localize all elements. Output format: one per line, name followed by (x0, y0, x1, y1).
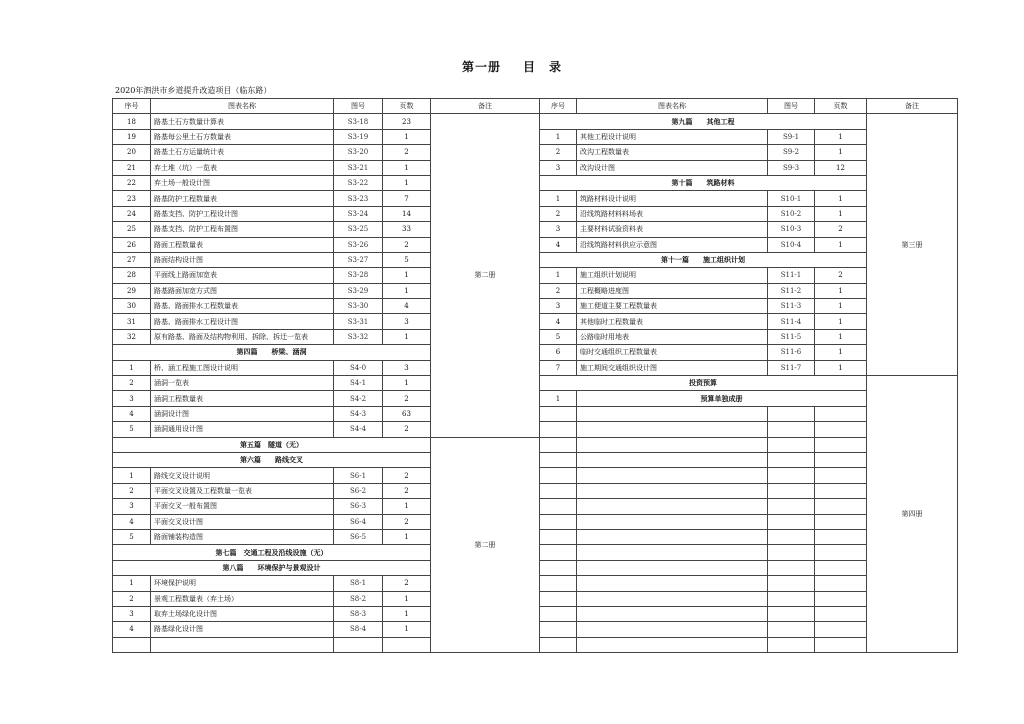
left-row-code: S3-19 (334, 129, 383, 144)
contents-table (112, 98, 958, 653)
right-row-name: 改沟设计图 (577, 160, 768, 175)
header-code-left: 图号 (334, 99, 383, 114)
left-row-seq: 1 (113, 468, 151, 483)
right-volume-note: 第四册 (867, 376, 958, 653)
header-name-left: 图表名称 (151, 99, 334, 114)
right-row-code: S10-3 (768, 222, 815, 237)
left-row-seq: 4 (113, 622, 151, 637)
left-row-seq: 30 (113, 299, 151, 314)
left-row-pages: 1 (383, 283, 431, 298)
left-row-code: S6-1 (334, 468, 383, 483)
left-empty-cell (113, 637, 151, 652)
right-row-code: S11-4 (768, 314, 815, 329)
right-empty-cell (815, 437, 867, 452)
left-row-code: S3-31 (334, 314, 383, 329)
left-row-pages: 1 (383, 499, 431, 514)
left-row-code: S3-24 (334, 206, 383, 221)
right-row-pages: 1 (815, 283, 867, 298)
right-section-title: 第九篇 其他工程 (540, 114, 867, 129)
right-empty-cell (540, 422, 577, 437)
right-row-pages: 1 (815, 314, 867, 329)
right-empty-cell (577, 437, 768, 452)
left-row-code: S3-28 (334, 268, 383, 283)
right-empty-cell (815, 452, 867, 467)
right-empty-cell (540, 576, 577, 591)
right-empty-cell (768, 437, 815, 452)
right-empty-cell (540, 606, 577, 621)
right-row-code: S11-1 (768, 268, 815, 283)
left-row-code: S8-4 (334, 622, 383, 637)
left-row-seq: 4 (113, 406, 151, 421)
right-empty-cell (540, 483, 577, 498)
right-empty-cell (815, 483, 867, 498)
right-row-seq: 2 (540, 283, 577, 298)
right-empty-cell (815, 545, 867, 560)
left-row-pages: 3 (383, 314, 431, 329)
left-row-pages: 1 (383, 591, 431, 606)
right-row-code: S11-7 (768, 360, 815, 375)
right-row-pages: 1 (815, 145, 867, 160)
right-empty-cell (577, 422, 768, 437)
right-empty-cell (577, 514, 768, 529)
left-volume-note: 第二册 (431, 114, 540, 437)
left-volume-note: 第二册 (431, 437, 540, 652)
left-row-pages: 14 (383, 206, 431, 221)
right-row-name: 预算单独成册 (577, 391, 867, 406)
left-row-name: 路基支挡、防护工程设计图 (151, 206, 334, 221)
left-row-code: S6-3 (334, 499, 383, 514)
left-row-pages: 2 (383, 576, 431, 591)
left-row-name: 路基路面加宽方式图 (151, 283, 334, 298)
header-name-right: 图表名称 (577, 99, 768, 114)
left-section-title: 第八篇 环境保护与景观设计 (113, 560, 431, 575)
right-empty-cell (540, 437, 577, 452)
right-section-title: 投资预算 (540, 376, 867, 391)
right-empty-cell (577, 591, 768, 606)
right-empty-cell (577, 637, 768, 652)
left-row-pages: 3 (383, 360, 431, 375)
left-row-name: 取弃土场绿化设计图 (151, 606, 334, 621)
left-row-code: S3-32 (334, 329, 383, 344)
right-empty-cell (815, 591, 867, 606)
left-row-pages: 2 (383, 514, 431, 529)
left-row-seq: 1 (113, 576, 151, 591)
right-row-pages: 2 (815, 268, 867, 283)
left-row-pages: 1 (383, 529, 431, 544)
right-row-code: S11-6 (768, 345, 815, 360)
left-section-title: 第七篇 交通工程及沿线设施（无） (113, 545, 431, 560)
right-row-seq: 1 (540, 268, 577, 283)
left-row-code: S6-4 (334, 514, 383, 529)
left-section-title: 第五篇 隧道（无） (113, 437, 431, 452)
left-row-pages: 1 (383, 129, 431, 144)
right-empty-cell (577, 452, 768, 467)
right-empty-cell (540, 545, 577, 560)
right-empty-cell (815, 576, 867, 591)
header-seq-left: 序号 (113, 99, 151, 114)
right-row-name: 主要材料试验资料表 (577, 222, 768, 237)
right-row-code: S9-1 (768, 129, 815, 144)
left-row-name: 涵洞工程数量表 (151, 391, 334, 406)
left-row-seq: 23 (113, 191, 151, 206)
left-row-code: S4-3 (334, 406, 383, 421)
right-empty-cell (768, 468, 815, 483)
left-section-title: 第六篇 路线交叉 (113, 452, 431, 467)
header-note-left: 备注 (431, 99, 540, 114)
right-row-code: S11-5 (768, 329, 815, 344)
right-empty-cell (768, 499, 815, 514)
right-row-pages: 2 (815, 222, 867, 237)
right-empty-cell (577, 545, 768, 560)
left-row-pages: 2 (383, 468, 431, 483)
right-row-seq: 5 (540, 329, 577, 344)
right-empty-cell (768, 637, 815, 652)
right-empty-cell (768, 545, 815, 560)
right-empty-cell (540, 514, 577, 529)
left-row-seq: 21 (113, 160, 151, 175)
right-row-seq: 6 (540, 345, 577, 360)
right-empty-cell (815, 529, 867, 544)
right-empty-cell (768, 560, 815, 575)
left-row-seq: 26 (113, 237, 151, 252)
right-row-name: 施工便道主要工程数量表 (577, 299, 768, 314)
left-row-pages: 33 (383, 222, 431, 237)
left-row-pages: 2 (383, 422, 431, 437)
left-row-pages: 63 (383, 406, 431, 421)
left-row-pages: 1 (383, 329, 431, 344)
left-row-pages: 5 (383, 252, 431, 267)
right-row-seq: 7 (540, 360, 577, 375)
right-empty-cell (577, 529, 768, 544)
right-empty-cell (577, 622, 768, 637)
right-row-seq: 1 (540, 129, 577, 144)
left-row-code: S4-1 (334, 376, 383, 391)
left-row-pages: 1 (383, 175, 431, 190)
right-row-seq: 3 (540, 222, 577, 237)
right-row-pages: 1 (815, 191, 867, 206)
right-row-code: S10-4 (768, 237, 815, 252)
left-row-code: S3-27 (334, 252, 383, 267)
header-seq-right: 序号 (540, 99, 577, 114)
left-row-code: S3-30 (334, 299, 383, 314)
header-row (113, 99, 958, 114)
right-section-title: 第十篇 筑路材料 (540, 175, 867, 190)
left-row-seq: 28 (113, 268, 151, 283)
header-pages-left: 页数 (383, 99, 431, 114)
right-empty-cell (540, 637, 577, 652)
right-row-code: S10-2 (768, 206, 815, 221)
right-row-pages: 1 (815, 299, 867, 314)
left-row-seq: 3 (113, 606, 151, 621)
left-row-seq: 3 (113, 391, 151, 406)
right-empty-cell (815, 514, 867, 529)
right-row-pages: 12 (815, 160, 867, 175)
left-row-pages: 2 (383, 237, 431, 252)
right-empty-cell (815, 468, 867, 483)
left-empty-cell (383, 637, 431, 652)
left-row-seq: 20 (113, 145, 151, 160)
right-empty-cell (815, 406, 867, 421)
right-row-pages: 1 (815, 129, 867, 144)
right-empty-cell (768, 406, 815, 421)
right-empty-cell (768, 422, 815, 437)
left-row-code: S3-23 (334, 191, 383, 206)
left-row-code: S4-2 (334, 391, 383, 406)
left-row-name: 涵洞通用设计图 (151, 422, 334, 437)
right-empty-cell (577, 606, 768, 621)
left-row-name: 桥、涵工程施工图设计说明 (151, 360, 334, 375)
left-row-name: 路面工程数量表 (151, 237, 334, 252)
left-row-code: S4-4 (334, 422, 383, 437)
left-section-title: 第四篇 桥梁、涵洞 (113, 345, 431, 360)
left-row-name: 景观工程数量表（弃土场） (151, 591, 334, 606)
right-empty-cell (540, 499, 577, 514)
left-row-seq: 25 (113, 222, 151, 237)
right-row-code: S9-3 (768, 160, 815, 175)
right-row-name: 施工期间交通组织设计图 (577, 360, 768, 375)
right-empty-cell (577, 499, 768, 514)
left-row-name: 路基土石方数量计算表 (151, 114, 334, 129)
right-empty-cell (768, 483, 815, 498)
right-empty-cell (768, 606, 815, 621)
right-row-name: 筑路材料设计说明 (577, 191, 768, 206)
left-row-name: 路面结构设计图 (151, 252, 334, 267)
right-empty-cell (768, 452, 815, 467)
right-empty-cell (815, 637, 867, 652)
right-empty-cell (768, 529, 815, 544)
left-empty-cell (334, 637, 383, 652)
right-row-pages: 1 (815, 329, 867, 344)
left-row-pages: 1 (383, 268, 431, 283)
left-row-name: 路基、路面排水工程设计图 (151, 314, 334, 329)
left-row-seq: 3 (113, 499, 151, 514)
left-row-pages: 1 (383, 376, 431, 391)
left-row-name: 平面线上路面加宽表 (151, 268, 334, 283)
right-empty-cell (768, 591, 815, 606)
right-row-code: S10-1 (768, 191, 815, 206)
left-row-name: 路面铺装构造图 (151, 529, 334, 544)
left-row-name: 路基、路面排水工程数量表 (151, 299, 334, 314)
header-pages-right: 页数 (815, 99, 867, 114)
left-row-code: S3-25 (334, 222, 383, 237)
right-empty-cell (815, 560, 867, 575)
right-row-pages: 1 (815, 345, 867, 360)
left-row-pages: 2 (383, 483, 431, 498)
right-section-title: 第十一篇 施工组织计划 (540, 252, 867, 267)
right-row-name: 公路临时用地表 (577, 329, 768, 344)
right-empty-cell (540, 622, 577, 637)
left-row-seq: 22 (113, 175, 151, 190)
right-empty-cell (540, 406, 577, 421)
left-row-seq: 1 (113, 360, 151, 375)
left-row-name: 路基绿化设计图 (151, 622, 334, 637)
right-row-seq: 3 (540, 299, 577, 314)
left-row-name: 弃土场一般设计图 (151, 175, 334, 190)
left-row-code: S4-0 (334, 360, 383, 375)
left-row-name: 路基土石方运量统计表 (151, 145, 334, 160)
right-row-pages: 1 (815, 237, 867, 252)
page-title-volume: 第一册 (461, 60, 501, 74)
left-row-seq: 27 (113, 252, 151, 267)
right-row-name: 施工组织计划说明 (577, 268, 768, 283)
left-row-pages: 1 (383, 622, 431, 637)
left-row-seq: 24 (113, 206, 151, 221)
header-code-right: 图号 (768, 99, 815, 114)
left-row-pages: 1 (383, 160, 431, 175)
right-volume-note: 第三册 (867, 114, 958, 376)
left-row-seq: 5 (113, 529, 151, 544)
left-row-seq: 18 (113, 114, 151, 129)
left-row-seq: 5 (113, 422, 151, 437)
left-row-seq: 4 (113, 514, 151, 529)
right-empty-cell (577, 560, 768, 575)
left-row-code: S6-5 (334, 529, 383, 544)
left-row-seq: 2 (113, 376, 151, 391)
page-title (0, 58, 1024, 75)
left-row-name: 平面交叉一般布置图 (151, 499, 334, 514)
right-empty-cell (815, 422, 867, 437)
right-empty-cell (577, 483, 768, 498)
right-row-seq: 1 (540, 391, 577, 406)
right-empty-cell (815, 606, 867, 621)
right-row-name: 其他临时工程数量表 (577, 314, 768, 329)
left-row-code: S3-21 (334, 160, 383, 175)
left-row-pages: 23 (383, 114, 431, 129)
right-row-seq: 2 (540, 145, 577, 160)
right-empty-cell (815, 622, 867, 637)
left-row-seq: 2 (113, 591, 151, 606)
left-row-seq: 29 (113, 283, 151, 298)
left-row-pages: 2 (383, 145, 431, 160)
left-row-name: 涵洞一览表 (151, 376, 334, 391)
left-row-name: 涵洞设计图 (151, 406, 334, 421)
left-row-seq: 19 (113, 129, 151, 144)
right-row-seq: 3 (540, 160, 577, 175)
left-row-code: S8-1 (334, 576, 383, 591)
right-row-name: 工程概略进度图 (577, 283, 768, 298)
project-subtitle: 2020年泗洪市乡道提升改造项目（临东路） (115, 86, 272, 95)
right-empty-cell (577, 576, 768, 591)
left-row-code: S3-22 (334, 175, 383, 190)
left-row-code: S6-2 (334, 483, 383, 498)
left-row-name: 平面交叉设计图 (151, 514, 334, 529)
right-row-seq: 4 (540, 314, 577, 329)
left-row-code: S8-2 (334, 591, 383, 606)
right-row-name: 其他工程设计说明 (577, 129, 768, 144)
left-row-pages: 1 (383, 606, 431, 621)
right-row-seq: 1 (540, 191, 577, 206)
left-row-code: S3-29 (334, 283, 383, 298)
left-row-pages: 4 (383, 299, 431, 314)
right-empty-cell (540, 468, 577, 483)
right-empty-cell (768, 514, 815, 529)
right-empty-cell (577, 468, 768, 483)
header-note-right: 备注 (867, 99, 958, 114)
right-empty-cell (768, 576, 815, 591)
right-empty-cell (540, 591, 577, 606)
table-row (113, 114, 958, 129)
left-row-name: 路基每公里土石方数量表 (151, 129, 334, 144)
left-row-pages: 2 (383, 391, 431, 406)
left-row-name: 弃土堆（坑）一览表 (151, 160, 334, 175)
page-title-contents: 目 录 (523, 60, 563, 74)
left-row-code: S3-20 (334, 145, 383, 160)
right-empty-cell (815, 499, 867, 514)
left-row-name: 路基防护工程数量表 (151, 191, 334, 206)
right-row-seq: 4 (540, 237, 577, 252)
right-row-name: 改沟工程数量表 (577, 145, 768, 160)
left-row-pages: 7 (383, 191, 431, 206)
right-empty-cell (540, 560, 577, 575)
left-row-seq: 31 (113, 314, 151, 329)
right-row-pages: 1 (815, 206, 867, 221)
right-row-name: 沿线筑路材料供应示意图 (577, 237, 768, 252)
right-empty-cell (540, 452, 577, 467)
left-row-code: S8-3 (334, 606, 383, 621)
right-row-name: 临时交通组织工程数量表 (577, 345, 768, 360)
left-row-name: 平面交叉设置及工程数量一览表 (151, 483, 334, 498)
right-row-pages: 1 (815, 360, 867, 375)
left-row-code: S3-26 (334, 237, 383, 252)
left-row-name: 原有路基、路面及结构物利用、拆除、拆迁一览表 (151, 329, 334, 344)
right-empty-cell (768, 622, 815, 637)
left-empty-cell (151, 637, 334, 652)
left-row-code: S3-18 (334, 114, 383, 129)
right-empty-cell (540, 529, 577, 544)
left-row-name: 路线交叉设计说明 (151, 468, 334, 483)
left-row-name: 环境保护说明 (151, 576, 334, 591)
left-row-seq: 2 (113, 483, 151, 498)
table-row (113, 437, 958, 452)
right-row-code: S11-2 (768, 283, 815, 298)
left-row-name: 路基支挡、防护工程布置图 (151, 222, 334, 237)
right-empty-cell (577, 406, 768, 421)
left-row-seq: 32 (113, 329, 151, 344)
contents-table-body (113, 99, 958, 653)
right-row-name: 沿线筑路材料料场表 (577, 206, 768, 221)
right-row-code: S9-2 (768, 145, 815, 160)
right-row-seq: 2 (540, 206, 577, 221)
right-row-code: S11-3 (768, 299, 815, 314)
